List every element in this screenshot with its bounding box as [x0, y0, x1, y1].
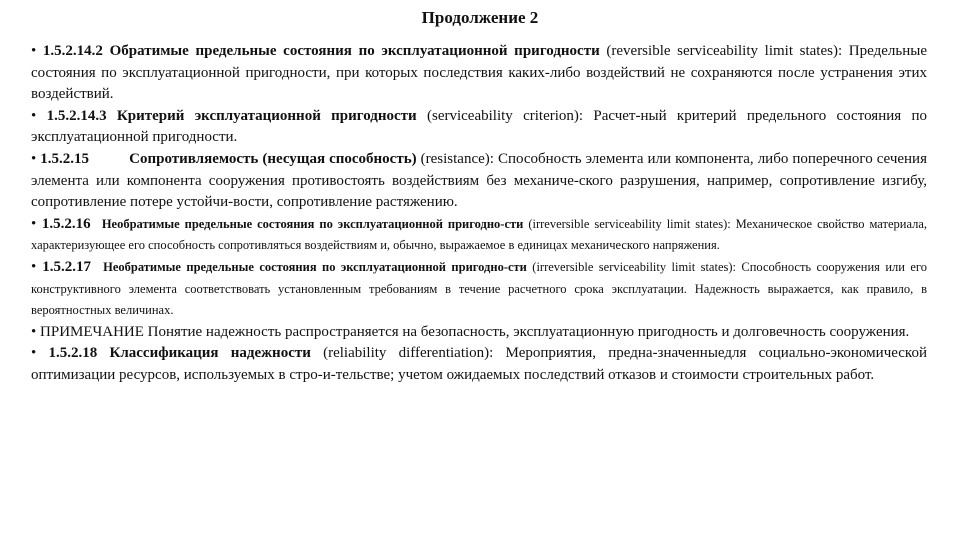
- term-label: 1.5.2.18 Классификация надежности: [48, 345, 311, 362]
- definitions-list: [31, 41, 927, 387]
- definition-text: (irreversible serviceability limit states): Способность сооружения или его конструктивного элемента соответствовать установленным требованиям в течение расчетного срока эксплуатации. Надежность выражается, как правило, в вероятностных величинах.: [31, 259, 927, 318]
- bullet: •: [31, 345, 49, 362]
- term-label: Необратимые предельные состояния по эксплуатационной пригодно-сти: [103, 259, 527, 274]
- slide-title: Продолжение 2: [421, 8, 539, 27]
- definition-text: (serviceability criterion): Расчет-ный критерий предельного состояния по эксплуатационной пригодности.: [31, 107, 927, 146]
- term-number: 1.5.2.17: [42, 258, 92, 275]
- bullet: •: [31, 323, 41, 340]
- term-label: 1.5.2.14.3 Критерий эксплуатационной пригодности: [46, 107, 417, 124]
- bullet: •: [31, 258, 43, 275]
- list-item: [31, 214, 927, 257]
- list-item: [31, 106, 927, 149]
- bullet: •: [31, 150, 41, 167]
- term-label: 1.5.2.14.2 Обратимые предельные состояния по эксплуатационной пригодности: [42, 43, 600, 59]
- term-number: 1.5.2.16: [41, 215, 91, 232]
- definition-text: (irreversible serviceability limit states): Механическое свойство материала, характеризующее его способность сопротивляться воздействиям и, обычно, выражаемое в единицах механического напряжения.: [31, 216, 928, 253]
- list-item: [31, 149, 927, 214]
- bullet: •: [31, 43, 43, 59]
- bullet: •: [31, 107, 47, 124]
- term-label: Сопротивляемость (несущая способность): [129, 150, 417, 167]
- definition-text: (reliability differentiation): Мероприятия, предна-значенныедля социально-экономической оптимизации ресурсов, используемых в стро-и-тельстве; учетом ожидаемых последствий отказов и стоимости строительных работ.: [31, 345, 927, 383]
- list-item: [31, 322, 927, 344]
- term-label: Необратимые предельные состояния по эксплуатационной пригодно-сти: [101, 216, 524, 231]
- list-item: [31, 41, 927, 106]
- list-item: [31, 257, 927, 322]
- bullet: •: [31, 215, 42, 232]
- definition-text: (reversible serviceability limit states): Предельные состояния по эксплуатационной пригодности, при которых последствия каких-либо воздействий не сохраняются после устранения этих воздействий.: [31, 43, 927, 103]
- term-number: 1.5.2.15: [40, 150, 90, 167]
- definition-text: (resistance): Способность элемента или компонента, либо поперечного сечения элемента или компонента сооружения противостоять воздействиям без механиче-ского разрушения, например, сопротивление изгибу, сопротивление потере устойчи-вости, сопротивление растяжению.: [31, 150, 927, 211]
- note-text: ПРИМЕЧАНИЕ Понятие надежность распространяется на безопасность, эксплуатационную пригодность и долговечность сооружения.: [40, 323, 910, 340]
- list-item: [31, 343, 927, 386]
